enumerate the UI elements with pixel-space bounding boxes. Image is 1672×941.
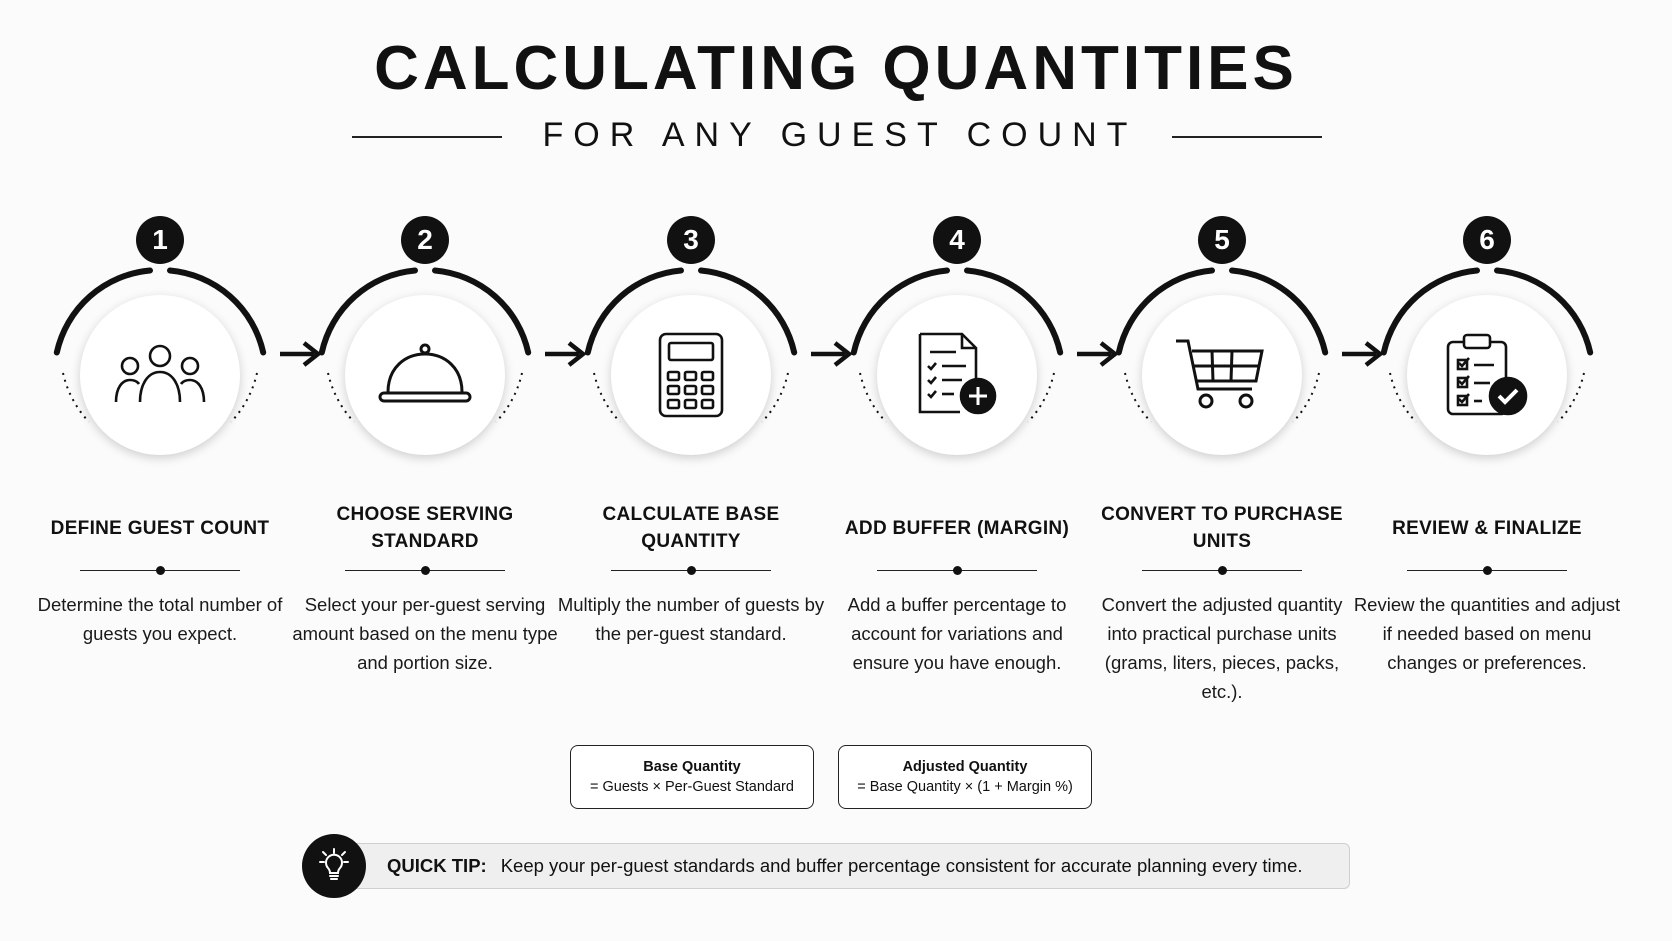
divider-dot xyxy=(156,566,165,575)
divider-dot xyxy=(953,566,962,575)
formula-expression: = Base Quantity × (1 + Margin %) xyxy=(857,779,1073,795)
lightbulb-icon xyxy=(302,834,366,898)
arrow-right-icon xyxy=(1075,340,1121,368)
arrow-right-icon xyxy=(1340,340,1386,368)
subtitle-line-left xyxy=(352,136,502,138)
shopping-cart-icon xyxy=(1142,295,1302,455)
step-number-badge: 3 xyxy=(667,216,715,264)
formula-expression: = Guests × Per-Guest Standard xyxy=(590,779,794,795)
step-description: Review the quantities and adjust if needed based on menu changes or preferences. xyxy=(1353,594,1621,673)
divider-dot xyxy=(687,566,696,575)
step-description: Determine the total number of guests you expect. xyxy=(37,594,283,644)
arrow-right-icon xyxy=(543,340,589,368)
step-number-badge: 1 xyxy=(136,216,184,264)
step-description: Add a buffer percentage to account for variations and ensure you have enough. xyxy=(847,594,1067,673)
quick-tip-bar xyxy=(350,843,1350,889)
arrow-right-icon xyxy=(278,340,324,368)
tip-text: Keep your per-guest standards and buffer percentage consistent for accurate planning every time. xyxy=(500,855,1303,876)
step-number-badge: 2 xyxy=(401,216,449,264)
step-title: CHOOSE SERVING STANDARD xyxy=(336,504,514,552)
arrow-right-icon xyxy=(809,340,855,368)
divider-dot xyxy=(1483,566,1492,575)
calculator-icon xyxy=(611,295,771,455)
step-title: REVIEW & FINALIZE xyxy=(1392,517,1582,539)
step-number-badge: 5 xyxy=(1198,216,1246,264)
document-plus-icon xyxy=(877,295,1037,455)
step-description: Convert the adjusted quantity into practical purchase units (grams, liters, pieces, packs, etc.). xyxy=(1101,594,1343,702)
step-description: Multiply the number of guests by the per-guest standard. xyxy=(557,594,825,644)
divider-dot xyxy=(1218,566,1227,575)
divider-dot xyxy=(421,566,430,575)
subtitle-line-right xyxy=(1172,136,1322,138)
step-description: Select your per-guest serving amount based on the menu type and portion size. xyxy=(292,594,558,673)
step-title: CALCULATE BASE QUANTITY xyxy=(602,504,780,552)
step-title: ADD BUFFER (MARGIN) xyxy=(844,517,1070,539)
base-quantity-formula xyxy=(570,745,814,809)
adjusted-quantity-formula xyxy=(838,745,1092,809)
formula-title: Adjusted Quantity xyxy=(902,759,1028,775)
subtitle-row xyxy=(0,112,1672,160)
guests-icon xyxy=(80,295,240,455)
page-subtitle: FOR ANY GUEST COUNT xyxy=(542,116,1138,154)
step-number-badge: 6 xyxy=(1463,216,1511,264)
clipboard-check-icon xyxy=(1407,295,1567,455)
step-title: DEFINE GUEST COUNT xyxy=(50,517,270,539)
page-title: CALCULATING QUANTITIES xyxy=(374,34,1298,103)
step-number-badge: 4 xyxy=(933,216,981,264)
step-title: CONVERT TO PURCHASE UNITS xyxy=(1101,504,1343,552)
formula-title: Base Quantity xyxy=(643,759,741,775)
tip-label: QUICK TIP: xyxy=(387,855,487,876)
serving-cloche-icon xyxy=(345,295,505,455)
